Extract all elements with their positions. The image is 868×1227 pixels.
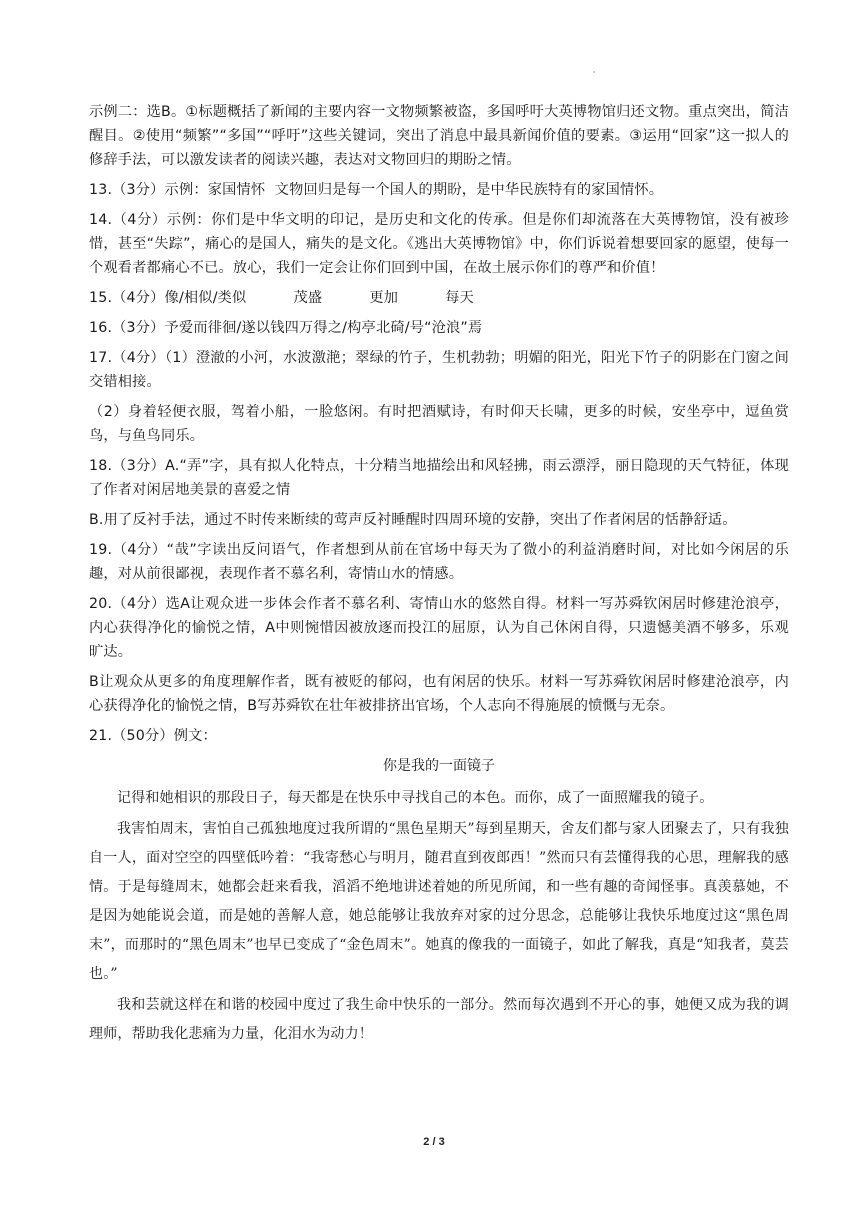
answer-14: 14.（4分）示例：你们是中华文明的印记，是历史和文化的传承。但是你们却流落在大英博物馆，没有被珍惜，甚至“失踪”，痛心的是国人，痛失的是文化。《逃出大英博物馆》中，你们诉说着想要回家的愿望，使每一个观看者都痛心不已。放心，我们一定会让你们回到中国，在故土展示你们的尊严和价值！ (89, 212, 789, 276)
answer-19: 19.（4分）“哉”字读出反问语气，作者想到从前在官场中每天为了微小的利益消磨时间，对比如今闲居的乐趣，对从前很鄙视，表现作者不慕名利，寄情山水的情感。 (89, 542, 789, 582)
answer-17-part-2: （2）身着轻便衣服，驾着小船，一脸悠闲。有时把酒赋诗，有时仰天长啸，更多的时候，安坐亭中，逗鱼赏鸟，与鱼鸟同乐。 (89, 404, 789, 444)
answer-16: 16.（3分）予爱而徘徊/遂以钱四万得之/构亭北碕/号“沧浪”焉 (89, 320, 483, 336)
answer-18-a: 18.（3分）A.“弄”字，具有拟人化特点，十分精当地描绘出和风轻拂，雨云漂浮，丽日隐现的天气特征，体现了作者对闲居地美景的喜爱之情 (89, 458, 789, 498)
essay-paragraph: 记得和她相识的那段日子，每天都是在快乐中寻找自己的本色。而你，成了一面照耀我的镜子。 (117, 790, 714, 806)
answer-18-b: B.用了反衬手法，通过不时传来断续的莺声反衬睡醒时四周环境的安静，突出了作者闲居的恬静舒适。 (89, 512, 737, 528)
essay-paragraph: 我和芸就这样在和谐的校园中度过了我生命中快乐的一部分。然而每次遇到不开心的事，她便又成为我的调理师，帮助我化悲痛为力量，化泪水为动力！ (89, 997, 789, 1042)
scan-dot (593, 71, 595, 73)
answer-15: 15.（4分）像/相似/类似 茂盛 更加 每天 (89, 290, 475, 306)
page-number: 2 / 3 (423, 1136, 445, 1148)
answer-13: 13.（3分）示例：家国情怀 文物回归是每一个国人的期盼，是中华民族特有的家国情怀。 (89, 182, 664, 198)
answer-20-a: 20.（4分）选A让观众进一步体会作者不慕名利、寄情山水的悠然自得。材料一写苏舜钦闲居时修建沧浪亭，内心获得净化的愉悦之情，A中则惋惜因被放逐而投江的屈原，认为自己休闲自得，只遗憾美酒不够多，乐观旷达。 (89, 596, 789, 660)
page-content (89, 100, 789, 1051)
answer-example-two: 示例二：选B。①标题概括了新闻的主要内容一文物频繁被盗，多国呼吁大英博物馆归还文物。重点突出，简洁醒目。②使用“频繁”“多国”“呼吁”这些关键词，突出了消息中最具新闻价值的要素。③运用“回家”这一拟人的修辞手法，可以激发读者的阅读兴趣，表达对文物回归的期盼之情。 (89, 104, 789, 168)
answer-17-part-1: 17.（4分）（1）澄澈的小河，水波激滟；翠绿的竹子，生机勃勃；明媚的阳光，阳光下竹子的阴影在门窗之间交错相接。 (89, 350, 789, 390)
answer-21-heading: 21.（50分）例文： (89, 728, 217, 744)
answer-20-b: B让观众从更多的角度理解作者，既有被贬的郁闷，也有闲居的快乐。材料一写苏舜钦闲居时修建沧浪亭，内心获得净化的愉悦之情，B写苏舜钦在壮年被排挤出官场，个人志向不得施展的愤慨与无奈。 (89, 674, 789, 714)
essay-title: 你是我的一面镜子 (383, 758, 495, 774)
essay-paragraph: 我害怕周末，害怕自己孤独地度过我所谓的“黑色星期天”每到星期天，舍友们都与家人团聚去了，只有我独自一人，面对空空的四壁低吟着：“我寄愁心与明月，随君直到夜郎西！”然而只有芸懂得我的心思，理解我的感情。于是每缝周末，她都会赶来看我，滔滔不绝地讲述着她的所见所闻，和一些有趣的奇闻怪事。真羡慕她，不是因为她能说会道，而是她的善解人意，她总能够让我放弃对家的过分思念，总能够让我快乐地度过这“黑色周末”，而那时的“黑色周末”也早已变成了“金色周末”。她真的像我的一面镜子，如此了解我，真是“知我者，莫芸也。” (89, 821, 789, 982)
